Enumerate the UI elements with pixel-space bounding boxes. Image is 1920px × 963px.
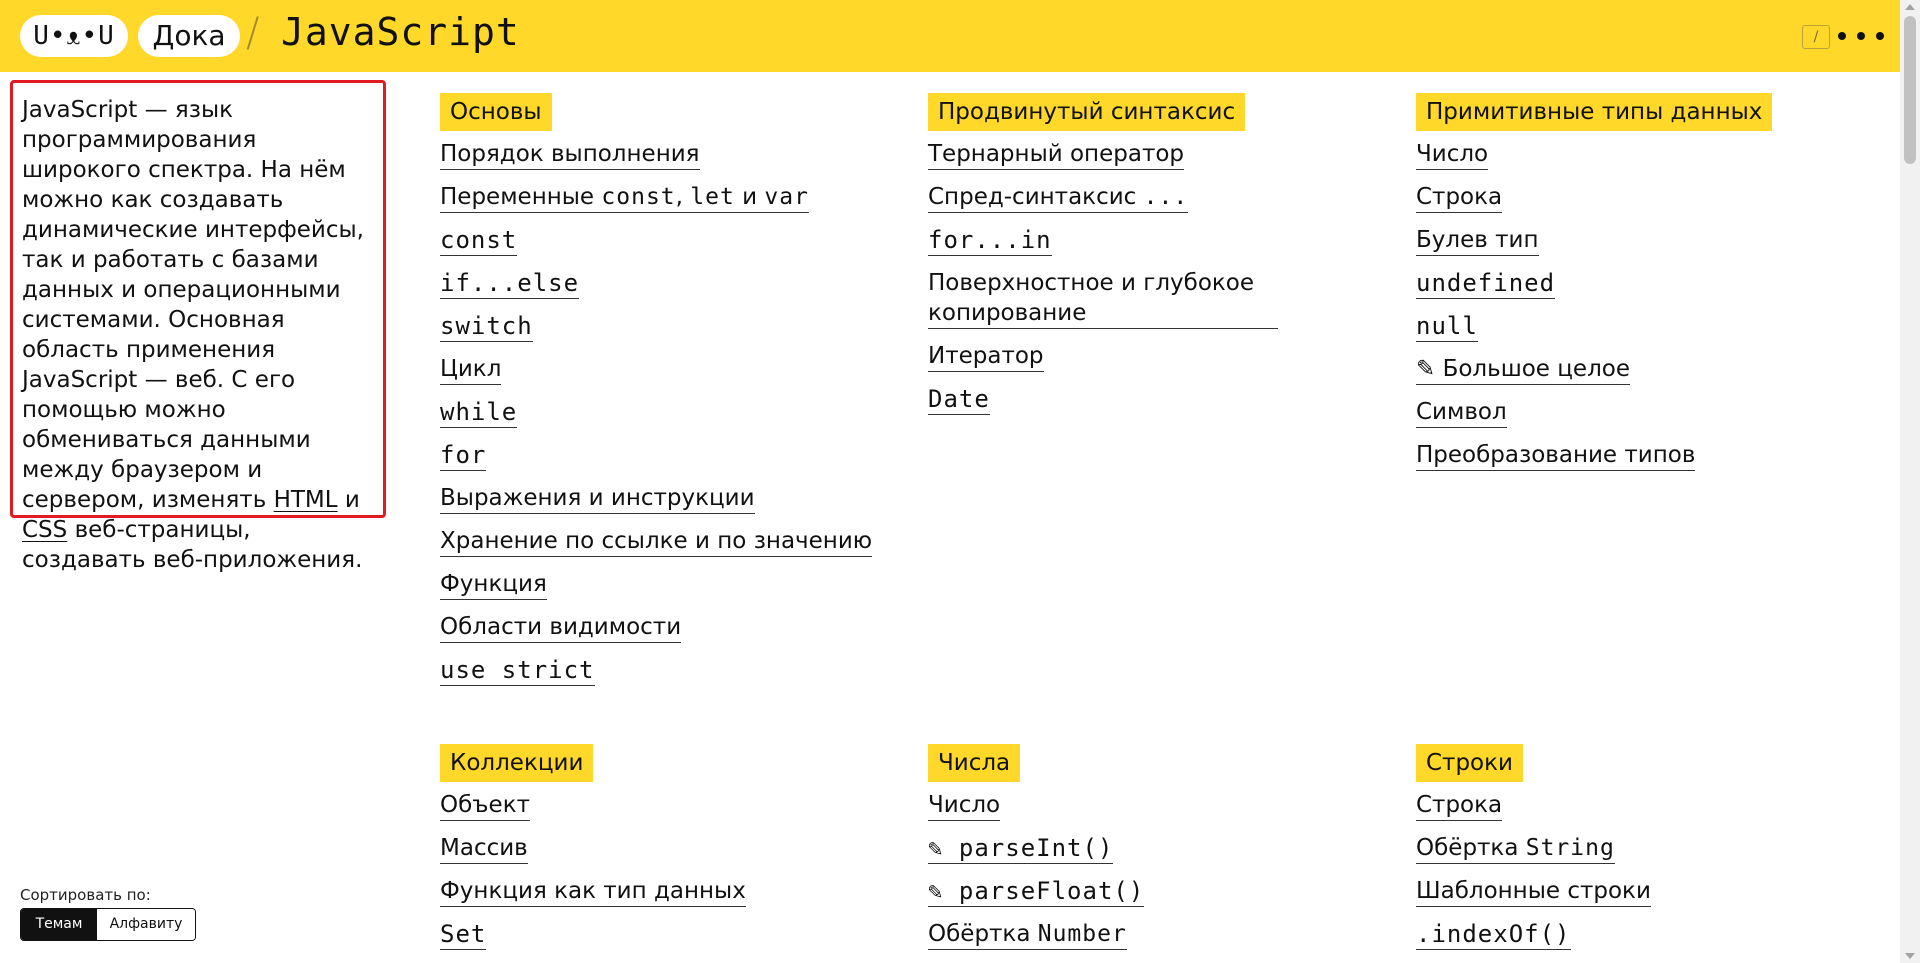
link-reference-value[interactable]: Хранение по ссылке и по значению: [440, 526, 872, 557]
link-scope[interactable]: Области видимости: [440, 612, 681, 643]
link-array[interactable]: Массив: [440, 833, 528, 864]
more-dots-icon[interactable]: [1838, 22, 1884, 50]
link-function-data-type[interactable]: Функция как тип данных: [440, 876, 746, 907]
link-execution-order[interactable]: Порядок выполнения: [440, 139, 700, 170]
scroll-down-arrow-icon[interactable]: [1905, 953, 1915, 959]
link-bigint[interactable]: ✎ Большое целое: [1416, 354, 1630, 385]
link-parseint[interactable]: ✎ parseInt(): [928, 834, 1114, 862]
logo-link[interactable]: U•ᴥ•U: [20, 15, 128, 57]
link-ternary[interactable]: Тернарный оператор: [928, 139, 1184, 170]
css-link[interactable]: CSS: [22, 517, 68, 543]
link-parsefloat[interactable]: ✎ parseFloat(): [928, 877, 1145, 905]
section-title: Продвинутый синтаксис: [928, 93, 1245, 131]
section-basics: [440, 93, 900, 698]
breadcrumb-home[interactable]: Дока: [138, 15, 240, 57]
link-switch[interactable]: switch: [440, 312, 533, 340]
link-copying[interactable]: Поверхностное и глубокое копирование: [928, 268, 1278, 329]
link-undefined[interactable]: undefined: [1416, 269, 1556, 297]
link-boolean[interactable]: Булев тип: [1416, 225, 1539, 256]
sort-by-alphabet-button[interactable]: Алфавиту: [97, 909, 195, 940]
link-text: Обёртка: [1416, 835, 1526, 861]
link-date[interactable]: Date: [928, 385, 990, 413]
code-const: const: [601, 184, 676, 210]
scroll-up-arrow-icon[interactable]: [1905, 4, 1915, 10]
link-symbol[interactable]: Символ: [1416, 397, 1507, 428]
link-string-wrapper[interactable]: [1416, 833, 1615, 864]
link-number[interactable]: Число: [928, 790, 1000, 821]
code-var: var: [764, 184, 809, 210]
code-let: let: [690, 184, 735, 210]
link-string[interactable]: Строка: [1416, 790, 1502, 821]
link-template-strings[interactable]: Шаблонные строки: [1416, 876, 1651, 907]
page-title: JavaScript: [281, 10, 520, 54]
link-indexof[interactable]: .indexOf(): [1416, 920, 1571, 948]
section-collections: [440, 744, 900, 962]
section-advanced: [928, 93, 1388, 427]
link-string[interactable]: Строка: [1416, 182, 1502, 213]
scrollbar-thumb[interactable]: [1904, 16, 1916, 164]
link-use-strict[interactable]: use strict: [440, 656, 595, 684]
search-shortcut-hint[interactable]: /: [1802, 25, 1830, 49]
sort-toggle: [20, 908, 196, 941]
link-null[interactable]: null: [1416, 312, 1478, 340]
description-and: и: [337, 487, 360, 513]
html-link[interactable]: HTML: [273, 487, 338, 513]
code-string: String: [1525, 835, 1615, 861]
link-text: ,: [675, 184, 691, 210]
sort-label: Сортировать по:: [20, 886, 151, 904]
breadcrumb-separator: /: [246, 10, 260, 56]
section-numbers: [928, 744, 1388, 962]
link-number[interactable]: Число: [1416, 139, 1488, 170]
section-strings: [1416, 744, 1876, 962]
link-set[interactable]: Set: [440, 920, 487, 948]
link-loop[interactable]: Цикл: [440, 354, 501, 385]
section-title: Основы: [440, 93, 552, 131]
link-for-in[interactable]: for...in: [928, 226, 1052, 254]
section-description: [10, 80, 386, 573]
description-text-end: веб-страницы, создавать веб-приложения.: [22, 517, 363, 573]
site-header: [0, 0, 1900, 72]
link-number-wrapper[interactable]: [928, 919, 1127, 950]
link-for[interactable]: for: [440, 441, 487, 469]
link-iterator[interactable]: Итератор: [928, 341, 1044, 372]
link-variables[interactable]: [440, 182, 809, 213]
link-spread[interactable]: [928, 182, 1188, 213]
link-type-conversion[interactable]: Преобразование типов: [1416, 440, 1695, 471]
link-text: Обёртка: [928, 921, 1038, 947]
section-primitives: [1416, 93, 1876, 483]
code-spread: ...: [1143, 184, 1189, 210]
link-text: и: [734, 184, 765, 210]
link-while[interactable]: while: [440, 398, 518, 426]
code-number: Number: [1037, 921, 1127, 947]
sort-by-topic-button[interactable]: Темам: [21, 909, 97, 940]
page-scrollbar[interactable]: [1900, 0, 1920, 963]
link-text: Спред-синтаксис: [928, 184, 1144, 210]
link-if-else[interactable]: if...else: [440, 269, 580, 297]
section-title: Коллекции: [440, 744, 593, 782]
link-expressions[interactable]: Выражения и инструкции: [440, 483, 755, 514]
link-function[interactable]: Функция: [440, 569, 547, 600]
link-const[interactable]: const: [440, 226, 518, 254]
section-title: Числа: [928, 744, 1020, 782]
link-text: Переменные: [440, 184, 602, 210]
description-text: JavaScript — язык программирования широкого спектра. На нём можно как создавать динамические интерфейсы, так и работать с базами данных и операционными системами. Основная область применения JavaScript — веб. С его помощью можно обмениваться данными между браузером и сервером, изменять: [22, 97, 364, 513]
section-title: Строки: [1416, 744, 1523, 782]
link-object[interactable]: Объект: [440, 790, 530, 821]
section-title: Примитивные типы данных: [1416, 93, 1772, 131]
